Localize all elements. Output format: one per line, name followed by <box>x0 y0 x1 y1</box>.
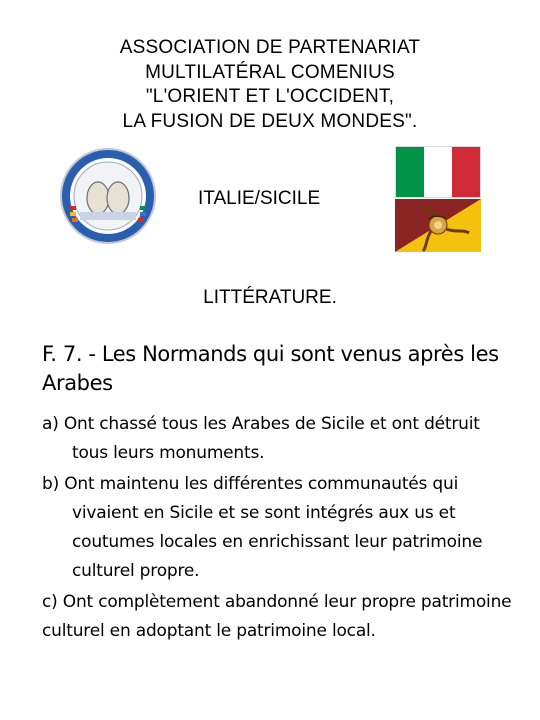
country-label: ITALIE/SICILE <box>198 188 321 209</box>
question-text: F. 7. - Les Normands qui sont venus après les Arabes <box>42 342 499 395</box>
answer-list <box>42 410 512 648</box>
document-header <box>0 36 540 134</box>
sicily-flag-trinacria <box>395 199 481 252</box>
italy-flag <box>395 146 481 198</box>
header-line: "L'ORIENT ET L'OCCIDENT, <box>145 86 395 107</box>
answer-option-a[interactable]: a) Ont chassé tous les Arabes de Sicile et ont détruit tous leurs monuments. <box>42 414 480 463</box>
answer-option-b[interactable]: b) Ont maintenu les différentes communautés qui vivaient en Sicile et se sont intégrés aux us et coutumes locales en enrichissant leur patrimoine culturel propre. <box>42 474 483 581</box>
subject-title: LITTÉRATURE. <box>203 287 337 308</box>
header-line: MULTILATÉRAL COMENIUS <box>145 61 395 83</box>
comenius-association-logo <box>60 148 156 244</box>
answer-option-c[interactable]: c) Ont complètement abandonné leur propre patrimoine culturel en adoptant le patrimoine local. <box>42 592 512 641</box>
header-line: LA FUSION DE DEUX MONDES". <box>122 110 418 132</box>
header-line: ASSOCIATION DE PARTENARIAT <box>119 37 421 58</box>
